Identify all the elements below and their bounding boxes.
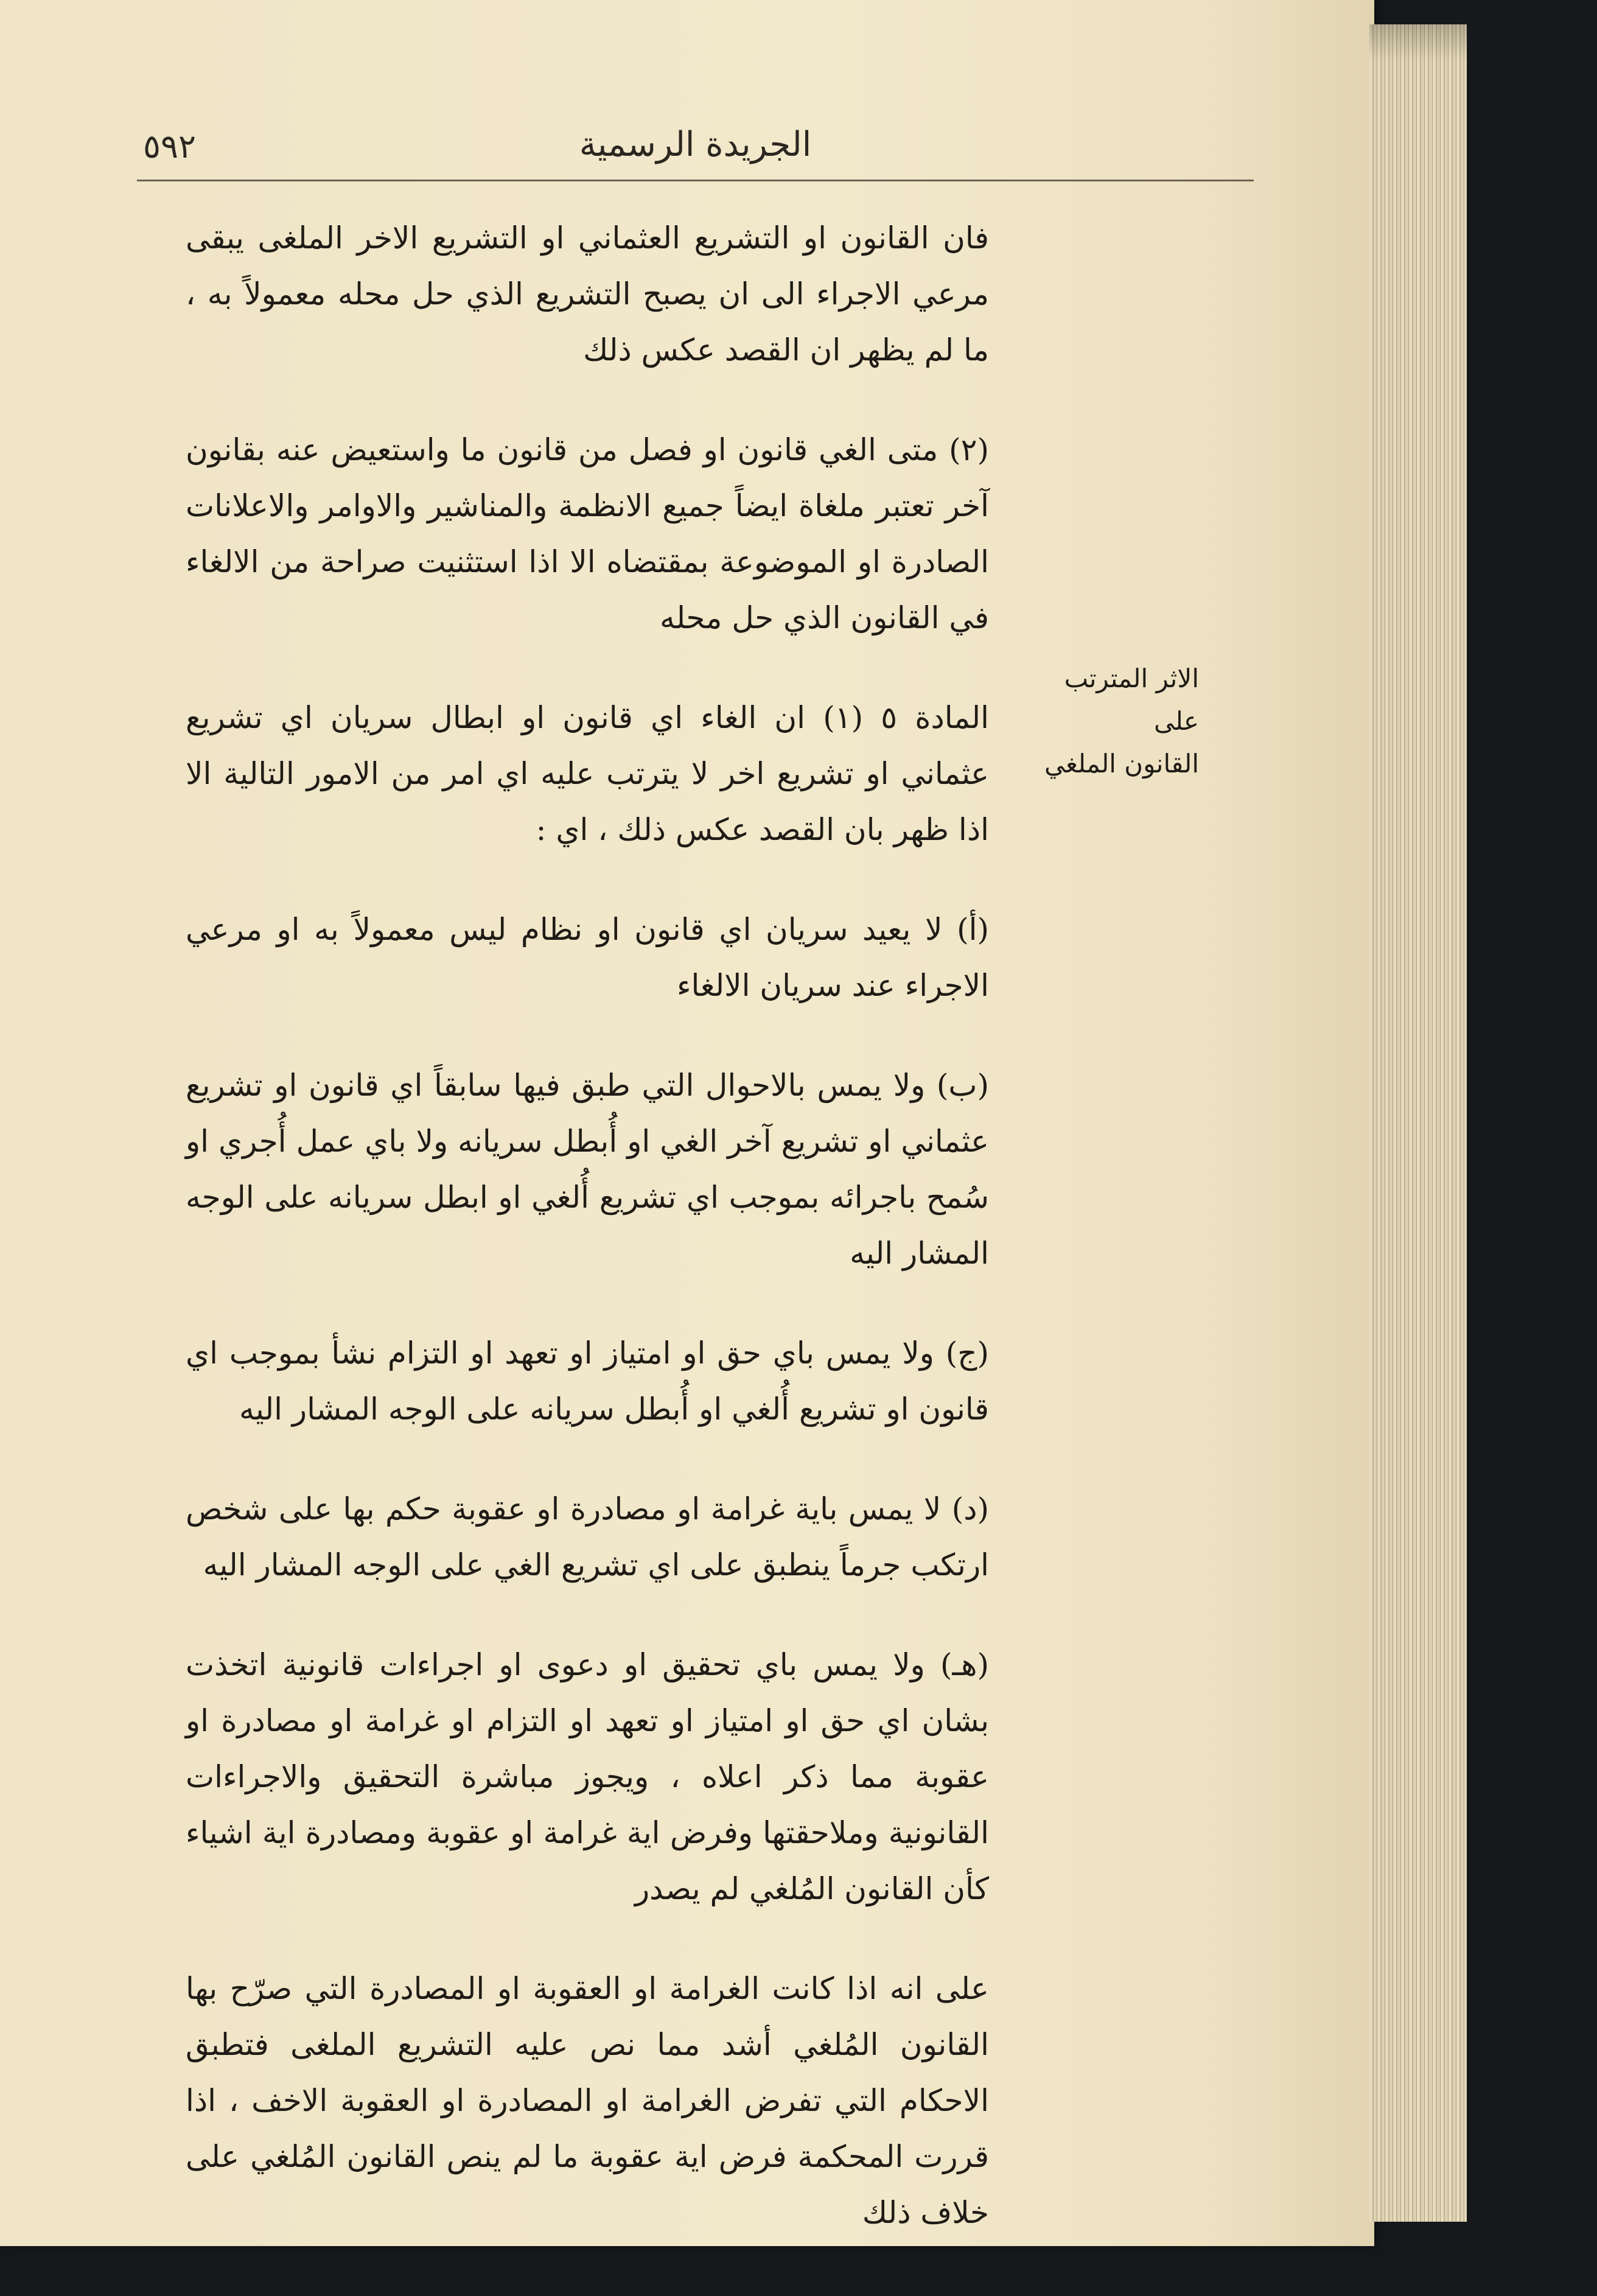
paragraph: (ج) ولا يمس باي حق او امتياز او تعهد او التزام نشأ بموجب اي قانون او تشريع أُلغي او أُبطل سريانه على الوجه المشار اليه (186, 1335, 989, 1427)
paragraph: (هـ) ولا يمس باي تحقيق او دعوى او اجراءات قانونية اتخذت بشان اي حق او امتياز او تعهد او التزام او غرامة او مصادرة او عقوبة مما ذكر اعلاه ، ويجوز مباشرة التحقيق والاجراءات القانونية وملاحقتها وفرض اية غرامة او عقوبة ومصادرة اية اشياء كأن القانون المُلغي لم يصدر (186, 1647, 989, 1906)
paragraph: على انه اذا كانت الغرامة او العقوبة او المصادرة التي صرّح بها القانون المُلغي أشد مما نص عليه التشريع الملغى فتطبق الاحكام التي تفرض الغرامة او المصادرة او العقوبة الاخف ، اذا قررت المحكمة فرض اية عقوبة ما لم ينص القانون المُلغي على خلاف ذلك (186, 1971, 989, 2230)
page-header (137, 119, 1254, 181)
document-body (186, 210, 989, 2284)
page-number: ٥٩٢ (143, 127, 197, 166)
paragraph: (د) لا يمس باية غرامة او مصادرة او عقوبة حكم بها على شخص ارتكب جرماً ينطبق على اي تشريع الغي على الوجه المشار اليه (186, 1491, 989, 1583)
paragraph: (ب) ولا يمس بالاحوال التي طبق فيها سابقاً اي قانون او تشريع عثماني او تشريع آخر الغي او أُبطل سريانه ولا باي عمل أُجري او سُمح باجرائه بموجب اي تشريع أُلغي او ابطل سريانه على الوجه المشار اليه (186, 1068, 989, 1271)
margin-note-line: القانون الملغي (1044, 749, 1199, 779)
publication-title: الجريدة الرسمية (579, 125, 812, 164)
margin-note (1022, 657, 1199, 785)
paragraph: (٢) متى الغي قانون او فصل من قانون ما واستعيض عنه بقانون آخر تعتبر ملغاة ايضاً جميع الانظمة والمناشير والاوامر والاعلانات الصادرة او الموضوعة بمقتضاه الا اذا استثنيت صراحة من الالغاء في القانون الذي حل محله (186, 432, 989, 635)
paragraph-article-5: المادة ٥ (١) ان الغاء اي قانون او ابطال سريان اي تشريع عثماني او تشريع اخر لا يترتب عليه اي امر من الامور التالية الا اذا ظهر بان القصد عكس ذلك ، اي : (186, 700, 990, 847)
paragraph: فان القانون او التشريع العثماني او التشريع الاخر الملغى يبقى مرعي الاجراء الى ان يصبح التشريع الذي حل محله معمولاً به ، ما لم يظهر ان القصد عكس ذلك (186, 220, 989, 368)
book-page-edges (1369, 24, 1467, 2222)
margin-note-line: الاثر المترتب على (1064, 663, 1199, 736)
paragraph: (أ) لا يعيد سريان اي قانون او نظام ليس معمولاً به او مرعي الاجراء عند سريان الالغاء (186, 912, 989, 1003)
book-edge-shadow (1369, 24, 1467, 61)
